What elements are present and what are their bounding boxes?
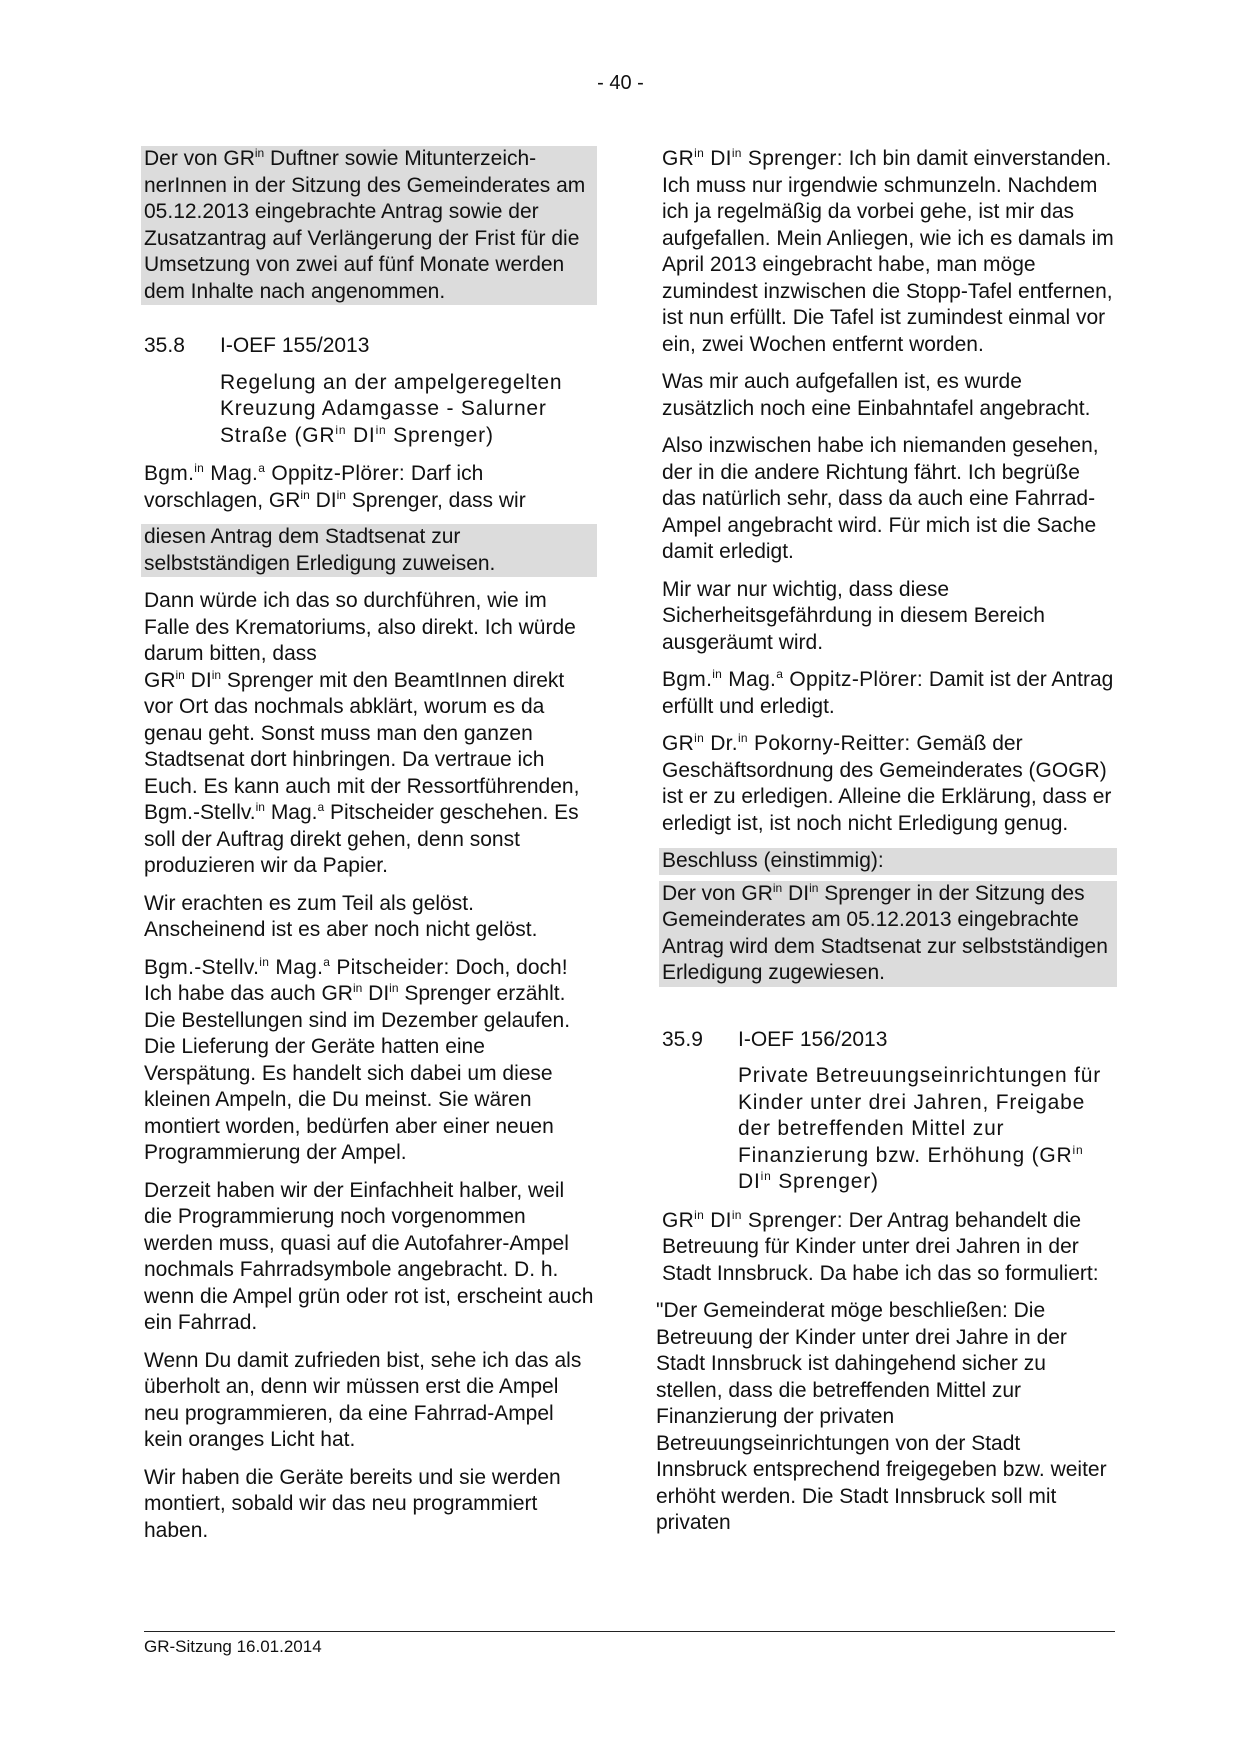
statement-paragraph: $GR^{in}$ $DI^{in}$ Sprenger: Ich bin damit einverstanden. Ich muss nur irgendwie schmunzeln. Nachdem ich ja regelmäßig da vorbei gehe, ist mir das aufgefallen. Mein Anliegen, wie ich es damals im April 2013 eingebracht habe, man möge zumindest inzwischen die Stopp-Tafel entfernen, ist nun erfüllt. Die Tafel ist zumindest einmal vor ein, zwei Wochen entfernt worden. [662,146,1114,356]
speaker-name: $GR^{in}$ Dr.$^{in}$ Pokorny-Reitter: [662,731,911,755]
agenda-item-header-35-9 [662,1027,1114,1054]
speaker-name: $GR^{in}$ $DI^{in}$ Sprenger: [662,146,843,170]
statement-paragraph: Bgm.$^{in}$ Mag.$^a$ Oppitz-Plörer: Damit ist der Antrag erfüllt und erledigt. [662,667,1114,718]
agenda-item-title: Private Betreuungseinrichtungen für Kinder unter drei Jahren, Freigabe der betreffenden Mittel zur Finanzierung bzw. Erhöhung ($GR^{in}$ $DI^{in}$ Sprenger) [738,1064,1102,1193]
assignment-box: diesen Antrag dem Stadtsenat zur selbstständigen Erledigung zuweisen. [141,524,597,577]
decision-box-previous: Der von $GR^{in}$ Duftner sowie Mitunterzeich-nerInnen in der Sitzung des Gemeinderates am 05.12.2013 eingebrachte Antrag sowie der Zusatzantrag auf Verlängerung der Frist für die Umsetzung von zwei auf fünf Monate werden dem Inhalte nach angenommen. [141,146,597,305]
agenda-item-title: Regelung an der ampelgeregelten Kreuzung Adamgasse - Salurner Straße ($GR^{in}$ $DI^{in}$ Sprenger) [220,370,563,447]
page-number: - 40 - [597,72,644,94]
speaker-name: $GR^{in}$ $DI^{in}$ Sprenger: [662,1207,843,1232]
statement-paragraph: $GR^{in}$ Dr.$^{in}$ Pokorny-Reitter: Gemäß der Geschäftsordnung des Gemeinderates (GOGR) ist er zu erledigen. Alleine die Erklärung, dass er erledigt ist, ist noch nicht Erledigung genug. [662,731,1112,835]
statement-paragraph: Dann würde ich das so durchführen, wie im Falle des Krematoriums, also direkt. Ich würde darum bitten, dass $GR^{in}$ $DI^{in}$ Sprenger mit den BeamtInnen direkt vor Ort das nochmals abklärt, worum es da genau geht. Sonst muss man den ganzen Stadtsenat dort hinbringen. Da vertraue ich Euch. Es kann auch mit der Ressortführenden, Bgm.-Stellv.$^{in}$ Mag.$^a$ Pitscheider geschehen. Es soll der Auftrag direkt gehen, denn sonst produzieren wir da Papier. [144,589,580,877]
quoted-motion: "Der Gemeinderat möge beschließen: Die Betreuung der Kinder unter drei Jahre in der Stadt Innsbruck ist dahingehend sicher zu stellen, dass die betreffenden Mittel zur Finanzierung der privaten Betreuungseinrichtungen von der Stadt Innsbruck entsprechend freigegeben bzw. weiter erhöht werden. Die Stadt Innsbruck soll mit privaten [656,1299,1107,1534]
statement-paragraph: Mir war nur wichtig, dass diese Sicherheitsgefährdung in diesem Bereich ausgeräumt wird. [662,577,1045,654]
statement-paragraph: Bgm.$^{in}$ Mag.$^a$ Oppitz-Plörer: Darf ich vorschlagen, $GR^{in}$ $DI^{in}$ Sprenger, dass wir [144,461,526,512]
left-column [144,146,594,1555]
statement-paragraph: Derzeit haben wir der Einfachheit halber, weil die Programmierung noch vorgenommen werden muss, quasi auf die Autofahrer-Ampel nochmals Fahrradsymbole angebracht. D. h. wenn die Ampel grün oder rot ist, erscheint auch ein Fahrrad. [144,1178,594,1334]
speaker-name: Bgm.$^{in}$ Mag.$^a$ Oppitz-Plörer: [662,667,924,691]
agenda-item-number: 35.9 [662,1027,703,1051]
speaker-name: Bgm.-Stellv.$^{in}$ Mag.$^a$ Pitscheider: [144,954,450,979]
footer-session-date: GR-Sitzung 16.01.2014 [144,1637,322,1656]
right-column [656,146,1114,1548]
agenda-item-code: I-OEF 156/2013 [738,1027,888,1051]
agenda-item-code: I-OEF 155/2013 [220,334,370,357]
statement-paragraph: Wir erachten es zum Teil als gelöst. Anscheinend ist es aber noch nicht gelöst. [144,891,538,941]
statement-paragraph: $GR^{in}$ $DI^{in}$ Sprenger: Der Antrag behandelt die Betreuung für Kinder unter drei Jahren in der Stadt Innsbruck. Da habe ich das so formuliert: [662,1207,1099,1285]
statement-paragraph: Wir haben die Geräte bereits und sie werden montiert, sobald wir das neu programmiert haben. [144,1465,561,1542]
statement-paragraph: Also inzwischen habe ich niemanden gesehen, der in die andere Richtung fährt. Ich begrüße das natürlich sehr, dass da auch eine Fahrrad-Ampel angebracht wird. Für mich ist die Sache damit erledigt. [662,434,1099,563]
resolution-label: Beschluss (einstimmig): [659,848,1117,875]
statement-paragraph: Wenn Du damit zufrieden bist, sehe ich das als überholt an, denn wir müssen erst die Ampel neu programmieren, da eine Fahrrad-Ampel kein oranges Licht hat. [144,1348,582,1451]
agenda-item-number: 35.8 [144,334,185,357]
agenda-item-header-35-8 [144,333,594,360]
statement-paragraph: Bgm.-Stellv.$^{in}$ Mag.$^a$ Pitscheider: Doch, doch! Ich habe das auch $GR^{in}$ $DI^{in}$ Sprenger erzählt. Die Bestellungen sind im Dezember gelaufen. Die Lieferung der Geräte hatten eine Verspätung. Es handelt sich dabei um diese kleinen Ampeln, die Du meinst. Sie wären montiert worden, bedürfen aber einer neuen Programmierung der Ampel. [144,954,571,1164]
speaker-name: Bgm.$^{in}$ Mag.$^a$ Oppitz-Plörer: [144,461,406,485]
resolution-box: Der von $GR^{in}$ $DI^{in}$ Sprenger in der Sitzung des Gemeinderates am 05.12.2013 eingebrachte Antrag wird dem Stadtsenat zur selbstständigen Erledigung zugewiesen. [659,881,1117,987]
statement-paragraph: Was mir auch aufgefallen ist, es wurde zusätzlich noch eine Einbahntafel angebracht. [662,370,1091,420]
footer-divider [144,1631,1115,1632]
